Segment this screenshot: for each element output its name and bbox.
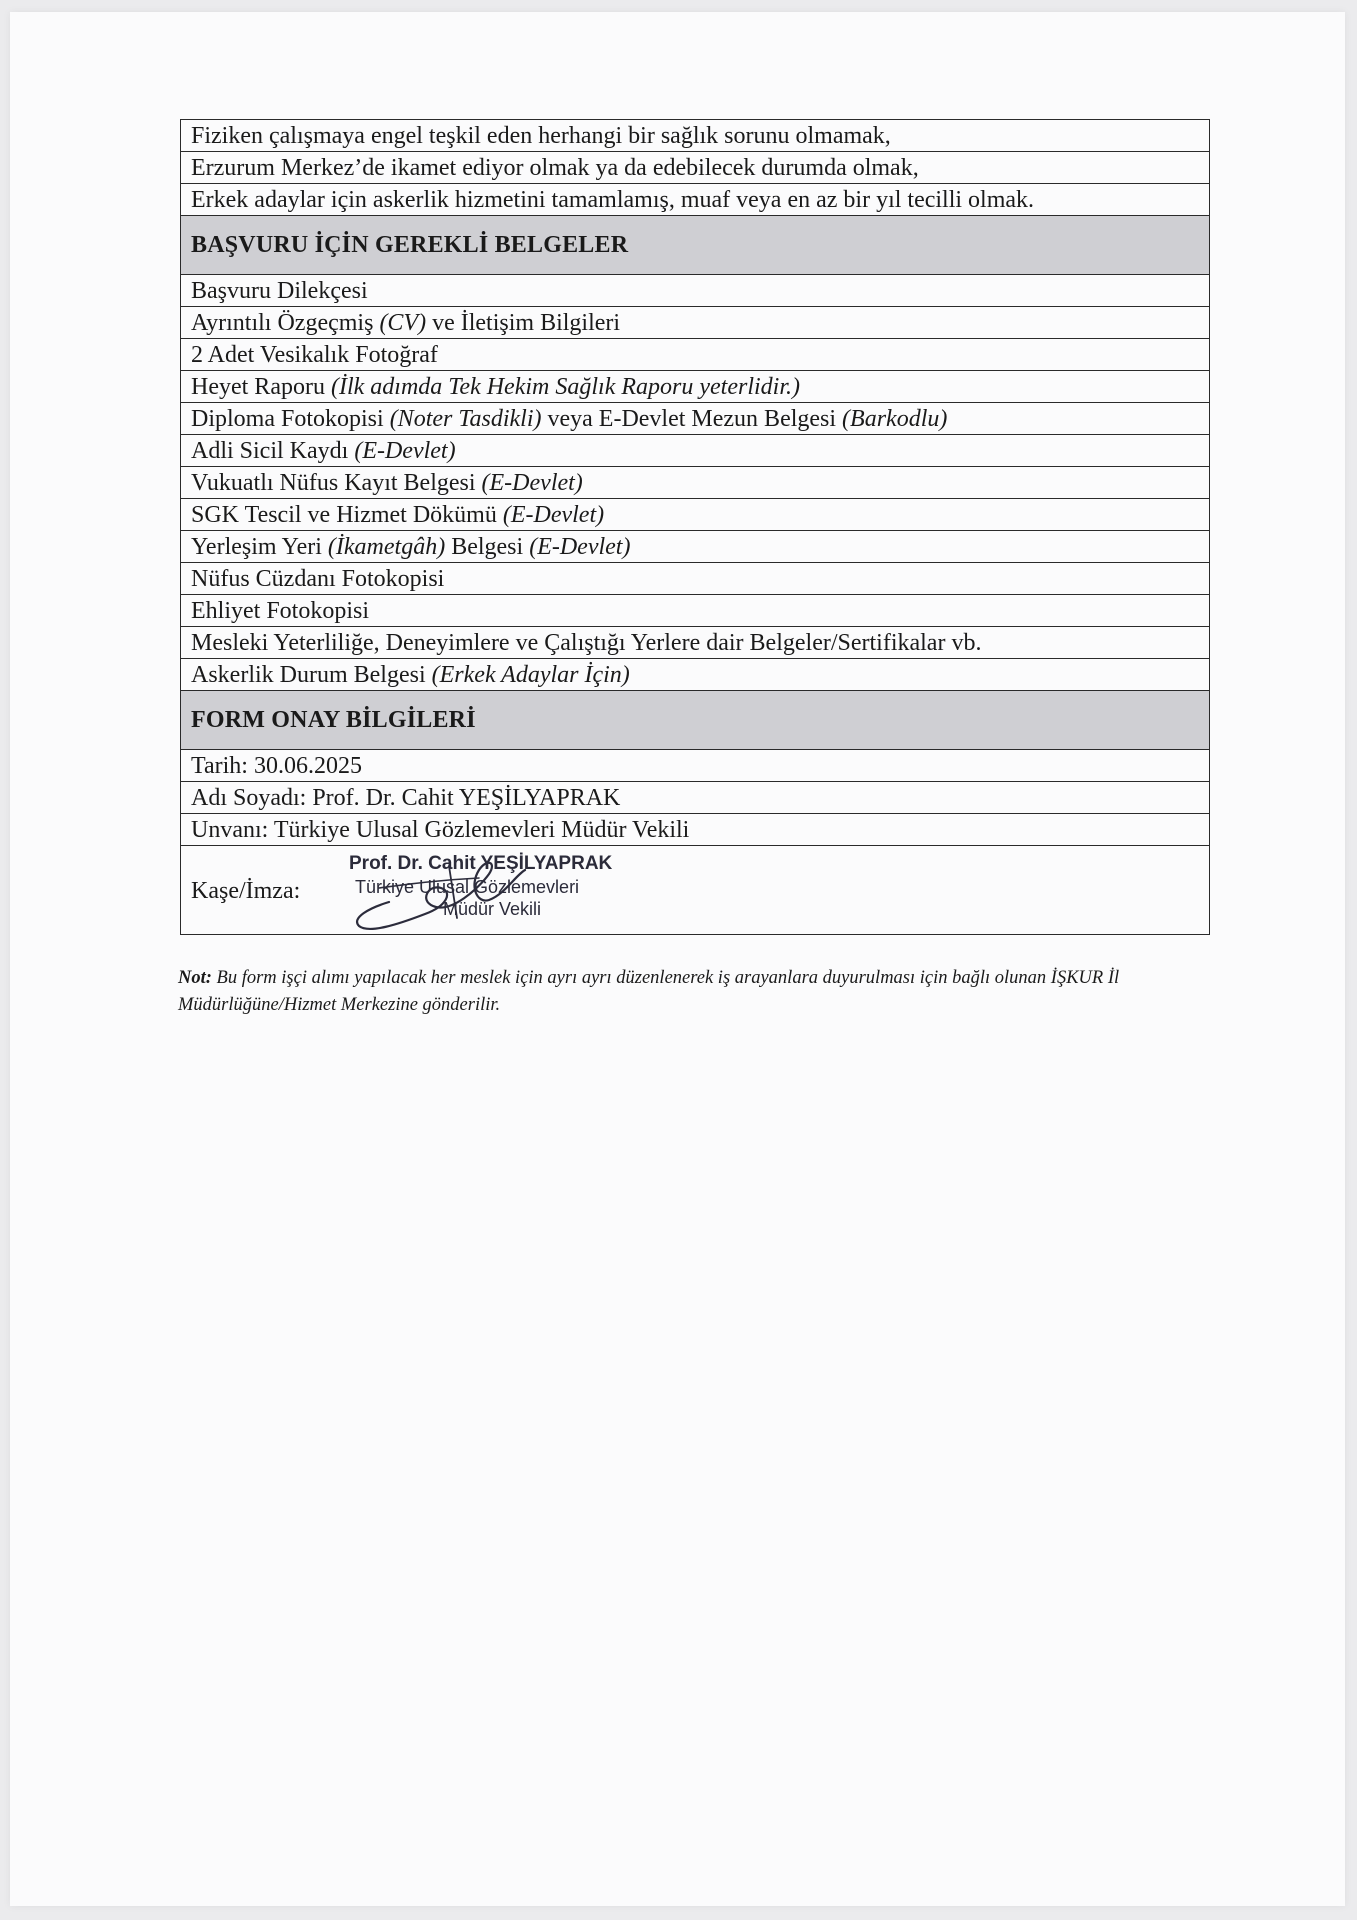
approval-date: Tarih: 30.06.2025 <box>181 750 1210 782</box>
table-row <box>181 184 1210 216</box>
table-row <box>181 403 1210 435</box>
documents-heading: BAŞVURU İÇİN GEREKLİ BELGELER <box>181 216 1210 275</box>
document-item <box>181 403 1210 435</box>
document-item <box>181 595 1210 627</box>
document-item <box>181 371 1210 403</box>
signature-cell <box>181 846 1210 935</box>
document-item-text: Vukuatlı Nüfus Kayıt Belgesi <box>191 470 482 496</box>
document-page <box>10 12 1345 1906</box>
document-item <box>181 339 1210 371</box>
document-item <box>181 499 1210 531</box>
document-item <box>181 307 1210 339</box>
document-item <box>181 627 1210 659</box>
requirement-item: Erzurum Merkez’de ikamet ediyor olmak ya da edebilecek durumda olmak, <box>181 152 1210 184</box>
stamp-line-1: Prof. Dr. Cahit YEŞİLYAPRAK <box>349 853 613 874</box>
document-item <box>181 531 1210 563</box>
approval-heading: FORM ONAY BİLGİLERİ <box>181 691 1210 750</box>
table-row <box>181 467 1210 499</box>
document-item-text: Adli Sicil Kaydı <box>191 438 355 464</box>
table-row <box>181 563 1210 595</box>
approval-name: Adı Soyadı: Prof. Dr. Cahit YEŞİLYAPRAK <box>181 782 1210 814</box>
document-item-note: (İlk adımda Tek Hekim Sağlık Raporu yeterlidir.) <box>330 374 800 400</box>
document-item-note: (E-Devlet) <box>354 438 456 464</box>
signature-label: Kaşe/İmza: <box>191 877 301 904</box>
document-item <box>181 275 1210 307</box>
footnote-text: Bu form işçi alımı yapılacak her meslek için ayrı ayrı düzenlenerek iş arayanlara duyurulması için bağlı olunan İŞKUR İl Müdürlüğüne/Hizmet Merkezine gönderilir. <box>178 968 1120 1015</box>
table-row <box>181 814 1210 846</box>
document-item-note: (Erkek Adaylar İçin) <box>431 662 630 688</box>
table-row <box>181 307 1210 339</box>
document-item-text: Ayrıntılı Özgeçmiş <box>191 310 380 336</box>
table-row <box>181 782 1210 814</box>
table-row <box>181 120 1210 152</box>
document-item-note-2: (Barkodlu) <box>842 406 948 432</box>
document-item-note: (E-Devlet) <box>502 502 605 528</box>
document-item-note: (Noter Tasdikli) <box>389 406 542 432</box>
table-row <box>181 627 1210 659</box>
footnote <box>178 965 1218 1019</box>
table-row <box>181 750 1210 782</box>
requirement-item: Fiziken çalışmaya engel teşkil eden herhangi bir sağlık sorunu olmamak, <box>181 120 1210 152</box>
table-row <box>181 846 1210 935</box>
document-item-text: Ehliyet Fotokopisi <box>191 598 370 624</box>
document-item-note: (CV) <box>379 310 427 336</box>
document-item <box>181 467 1210 499</box>
document-item-text: 2 Adet Vesikalık Fotoğraf <box>191 342 438 368</box>
table-row <box>181 499 1210 531</box>
section-header <box>181 216 1210 275</box>
document-item-note: (İkametgâh) <box>327 534 446 560</box>
table-row <box>181 152 1210 184</box>
footnote-label: Not: <box>178 968 212 988</box>
table-row <box>181 659 1210 691</box>
document-item-text: SGK Tescil ve Hizmet Dökümü <box>191 502 503 528</box>
document-item <box>181 659 1210 691</box>
document-item-text: Yerleşim Yeri <box>191 534 328 560</box>
document-item-text: Heyet Raporu <box>191 374 331 400</box>
table-row <box>181 371 1210 403</box>
requirement-item: Erkek adaylar için askerlik hizmetini tamamlamış, muaf veya en az bir yıl tecilli olmak. <box>181 184 1210 216</box>
table-row <box>181 531 1210 563</box>
document-item-text-after: ve İletişim Bilgileri <box>426 310 621 336</box>
document-item-text-after: veya E-Devlet Mezun Belgesi <box>541 406 843 432</box>
document-item-text: Diploma Fotokopisi <box>191 406 390 432</box>
approval-title: Unvanı: Türkiye Ulusal Gözlemevleri Müdür Vekili <box>181 814 1210 846</box>
document-item-text: Nüfus Cüzdanı Fotokopisi <box>191 566 445 592</box>
stamp-line-2: Türkiye Ulusal Gözlemevleri <box>355 877 580 897</box>
document-item <box>181 435 1210 467</box>
handwritten-signature <box>329 848 539 934</box>
document-item-text: Başvuru Dilekçesi <box>191 278 368 304</box>
document-item-text: Askerlik Durum Belgesi <box>191 662 432 688</box>
document-item-text: Mesleki Yeterliliğe, Deneyimlere ve Çalıştığı Yerlere dair Belgeler/Sertifikalar vb. <box>191 630 982 656</box>
document-item-note-2: (E-Devlet) <box>529 534 631 560</box>
section-header <box>181 691 1210 750</box>
table-row <box>181 435 1210 467</box>
document-item-text-after: Belgesi <box>445 534 530 560</box>
document-item-note: (E-Devlet) <box>481 470 583 496</box>
document-item <box>181 563 1210 595</box>
table-row <box>181 275 1210 307</box>
form-table <box>180 119 1210 935</box>
table-row <box>181 595 1210 627</box>
table-row <box>181 339 1210 371</box>
stamp-line-3: Müdür Vekili <box>443 899 542 919</box>
